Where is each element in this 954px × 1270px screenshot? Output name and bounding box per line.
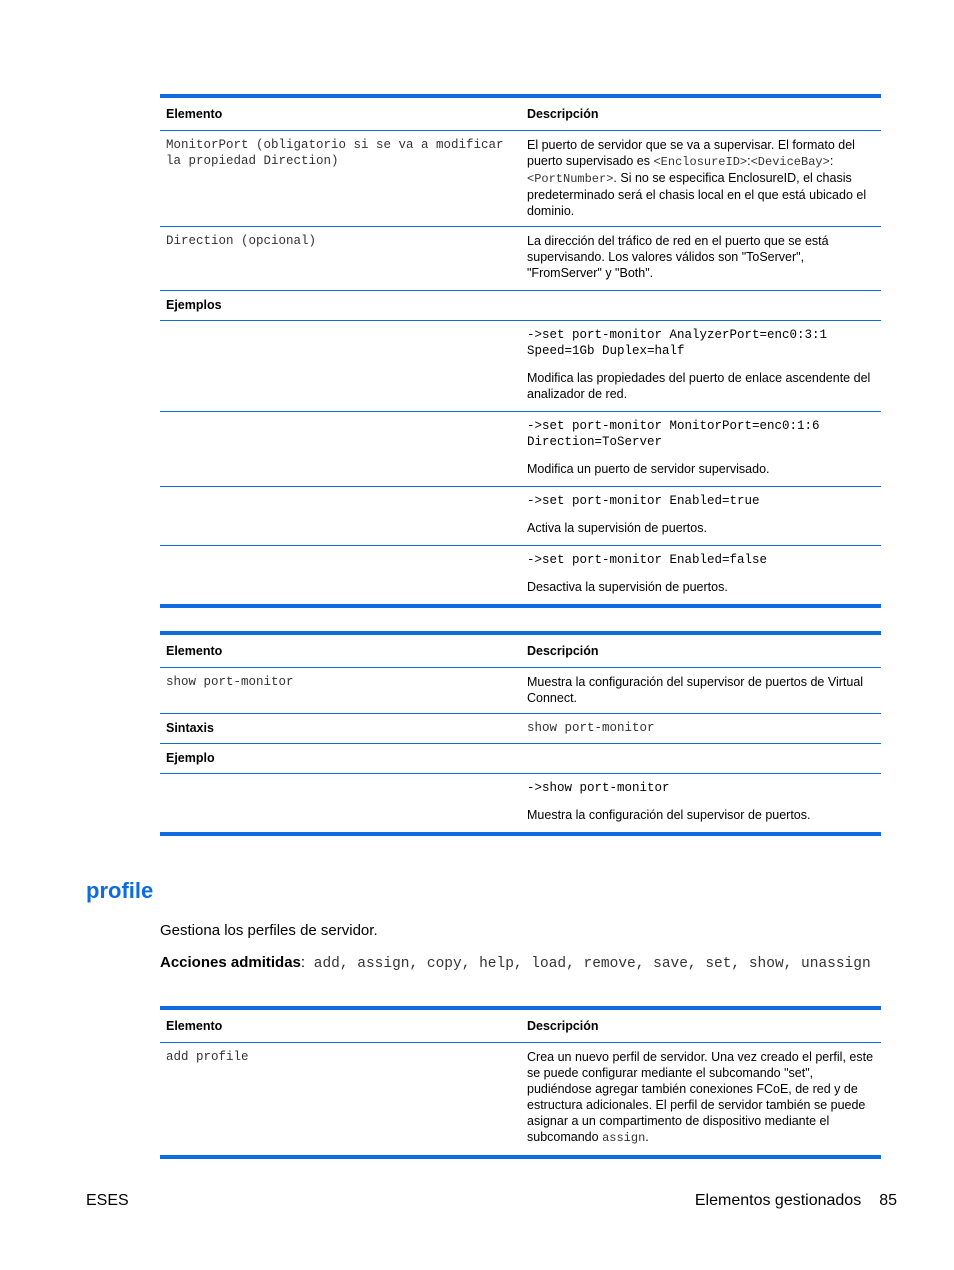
code-enclosureid: <EnclosureID>: [653, 155, 748, 169]
example-command: ->set port-monitor AnalyzerPort=enc0:3:1 Speed=1Gb Duplex=half: [527, 328, 828, 358]
header-descripcion: Descripción: [527, 107, 599, 121]
footer-chapter: [695, 1192, 897, 1210]
table-header-row: [160, 1008, 881, 1043]
empty-cell: [521, 291, 881, 321]
desc-text: El puerto de servidor que se va a supervisar. El formato del puerto supervisado es: [527, 138, 855, 168]
syntax-label: [160, 714, 521, 744]
header-elemento: Elemento: [166, 644, 223, 658]
port-monitor-set-table: [160, 94, 881, 608]
actions-label: Acciones admitidas: [160, 954, 301, 971]
table-row: [160, 131, 881, 227]
code-assign: assign: [602, 1131, 646, 1145]
table-header-row: [160, 96, 881, 131]
table-row: [160, 412, 881, 487]
table-row: [160, 774, 881, 835]
table-row: [160, 744, 881, 774]
table-row: [160, 291, 881, 321]
example-command: ->set port-monitor Enabled=false: [527, 553, 768, 567]
example-2: [521, 412, 881, 487]
code-portnumber: <PortNumber>: [527, 172, 614, 186]
example-1: [521, 321, 881, 412]
empty-cell: [160, 546, 521, 607]
description-show-port-monitor: Muestra la configuración del supervisor de puertos de Virtual Connect.: [527, 675, 864, 705]
table-row: [160, 487, 881, 546]
element-direction: Direction (opcional): [166, 234, 317, 248]
examples-label: [160, 291, 521, 321]
table-row: [160, 227, 881, 291]
examples-label-text: Ejemplos: [166, 298, 222, 312]
table-row: [160, 321, 881, 412]
description-monitorport: [521, 131, 881, 227]
desc-text: Crea un nuevo perfil de servidor. Una vez creado el perfil, este se puede configurar mediante el subcomando "set", pudiéndose agregar también conexiones FCoE, de red y de estructura adicionales. El perfil de servidor también se puede asignar a un compartimento de dispositivo mediante el subcomando: [527, 1050, 874, 1144]
table-header-row: [160, 633, 881, 668]
section-title: profile: [86, 878, 154, 903]
page-number: 85: [879, 1192, 897, 1209]
example-show: [521, 774, 881, 835]
empty-cell: [160, 321, 521, 412]
desc-text: . Si no se especifica EnclosureID, el chasis predeterminado será el chasis local en el que está ubicado el dominio.: [527, 171, 867, 218]
empty-cell: [521, 744, 881, 774]
element-monitorport: MonitorPort (obligatorio si se va a modificar la propiedad Direction): [166, 138, 504, 168]
table-row: [160, 1043, 881, 1158]
empty-cell: [160, 412, 521, 487]
section-intro: Gestiona los perfiles de servidor.: [160, 922, 378, 939]
example-3: [521, 487, 881, 546]
code-devicebay: <DeviceBay>: [750, 155, 830, 169]
profile-add-table: [160, 1006, 881, 1159]
supported-actions: [160, 953, 881, 974]
element-add-profile: add profile: [166, 1050, 249, 1064]
actions-list: add, assign, copy, help, load, remove, save, set, show, unassign: [305, 956, 871, 972]
footer-chapter-title: Elementos gestionados: [694, 1192, 862, 1209]
show-port-monitor-table: [160, 631, 881, 836]
description-direction: La dirección del tráfico de red en el puerto que se está supervisando. Los valores válidos son "ToServer", "FromServer" y "Both".: [527, 234, 829, 280]
example-label-text: Ejemplo: [166, 751, 215, 765]
example-description: Desactiva la supervisión de puertos.: [527, 580, 728, 594]
syntax-label-text: Sintaxis: [166, 721, 214, 735]
example-description: Modifica un puerto de servidor supervisado.: [527, 462, 770, 476]
description-add-profile: [521, 1043, 881, 1158]
element-show-port-monitor: show port-monitor: [166, 675, 294, 689]
syntax-value: show port-monitor: [527, 721, 655, 735]
header-elemento: Elemento: [166, 107, 223, 121]
example-description: Modifica las propiedades del puerto de enlace ascendente del analizador de red.: [527, 371, 871, 401]
example-command: ->show port-monitor: [527, 781, 670, 795]
empty-cell: [160, 774, 521, 835]
example-label: [160, 744, 521, 774]
footer-locale: ESES: [86, 1192, 129, 1209]
example-description: Muestra la configuración del supervisor de puertos.: [527, 808, 811, 822]
header-elemento: Elemento: [166, 1019, 223, 1033]
example-description: Activa la supervisión de puertos.: [527, 521, 707, 535]
desc-period: .: [645, 1130, 649, 1144]
example-4: [521, 546, 881, 607]
table-row: [160, 668, 881, 714]
header-descripcion: Descripción: [527, 1019, 599, 1033]
example-command: ->set port-monitor MonitorPort=enc0:1:6 Direction=ToServer: [527, 419, 820, 449]
actions-separator: :: [300, 954, 306, 971]
empty-cell: [160, 487, 521, 546]
desc-colon: :: [829, 154, 834, 168]
table-row: [160, 714, 881, 744]
header-descripcion: Descripción: [527, 644, 599, 658]
desc-colon: :: [747, 154, 751, 168]
table-row: [160, 546, 881, 607]
example-command: ->set port-monitor Enabled=true: [527, 494, 760, 508]
